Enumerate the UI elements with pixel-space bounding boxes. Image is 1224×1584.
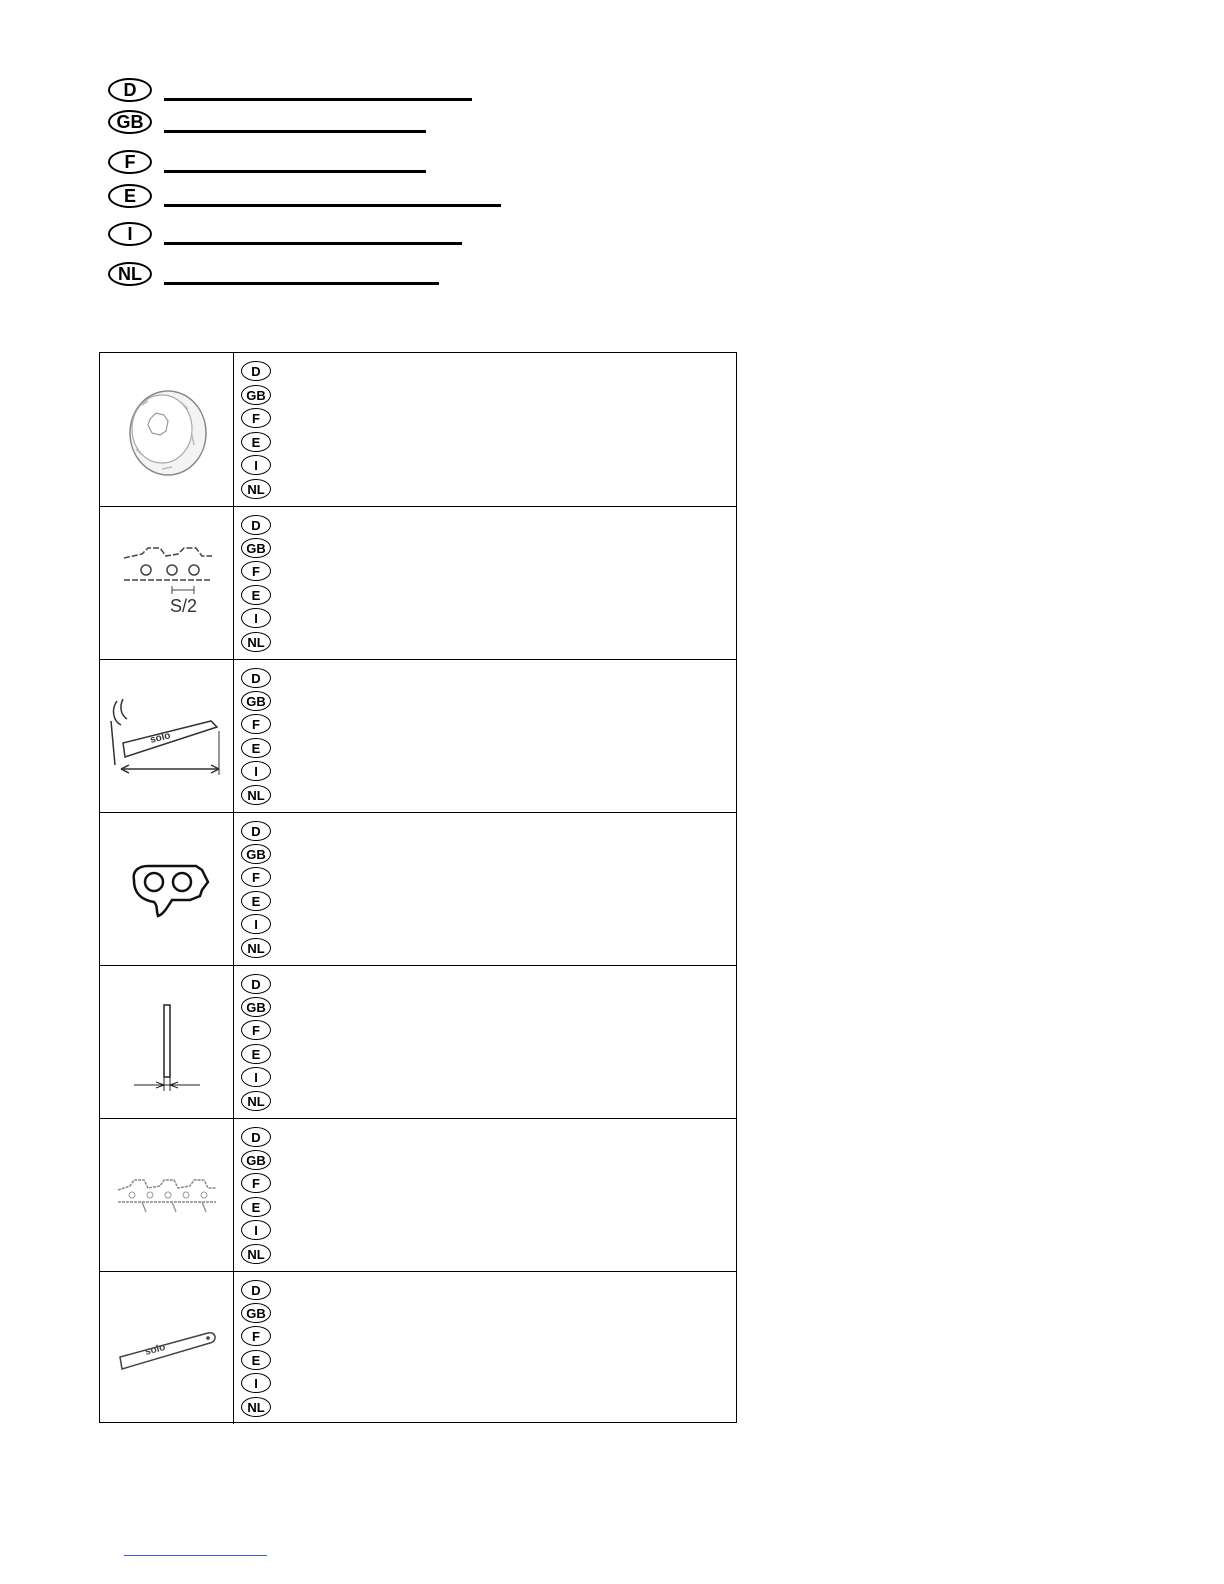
blank-line (164, 282, 439, 285)
language-badge: I (241, 1067, 271, 1087)
language-badge: I (241, 761, 271, 781)
language-badge: NL (241, 938, 271, 958)
illustration-cell (100, 353, 234, 506)
language-badge: GB (241, 538, 271, 558)
language-list (235, 966, 736, 1118)
bar-brand: solo (143, 1341, 167, 1358)
illustration-cell (100, 1119, 234, 1271)
guide-bar-length-icon (103, 681, 231, 791)
language-badge: F (241, 408, 271, 428)
language-badge: F (241, 1020, 271, 1040)
language-list (235, 1119, 736, 1271)
language-badge: GB (241, 385, 271, 405)
language-badge: E (108, 184, 152, 208)
language-badge: D (241, 821, 271, 841)
language-badge: NL (241, 479, 271, 499)
language-badge: E (241, 1350, 271, 1370)
language-list (235, 1272, 736, 1424)
language-badge: D (241, 361, 271, 381)
language-badge: E (241, 1197, 271, 1217)
language-badge: GB (241, 997, 271, 1017)
language-badge: F (108, 150, 152, 174)
language-badge: E (241, 1044, 271, 1064)
blank-line (164, 170, 426, 173)
part-row (100, 1271, 736, 1424)
pitch-label: S/2 (169, 596, 197, 616)
header-row-i (108, 220, 462, 248)
language-badge: NL (241, 632, 271, 652)
gauge-thickness-icon (112, 987, 222, 1097)
part-row (100, 353, 736, 506)
header-row-nl (108, 260, 439, 288)
header-row-e (108, 182, 501, 210)
blank-line (164, 204, 501, 207)
language-list (235, 507, 736, 659)
blank-line (164, 98, 472, 101)
language-badge: F (241, 714, 271, 734)
language-badge: E (241, 891, 271, 911)
guide-bar-icon (112, 1293, 222, 1403)
language-list (235, 813, 736, 965)
parts-table (99, 352, 737, 1423)
language-badge: GB (241, 1303, 271, 1323)
language-badge: I (241, 1373, 271, 1393)
language-badge: D (241, 1127, 271, 1147)
language-badge: E (241, 738, 271, 758)
language-badge: F (241, 867, 271, 887)
language-badge: GB (241, 844, 271, 864)
drive-link-icon (112, 834, 222, 944)
language-badge: E (241, 432, 271, 452)
illustration-cell (100, 966, 234, 1118)
illustration-cell (100, 660, 234, 812)
header-row-gb (108, 108, 426, 136)
language-badge: F (241, 1326, 271, 1346)
header-row-d (108, 76, 472, 104)
language-badge: D (108, 78, 152, 102)
saw-chain-icon (112, 1140, 222, 1250)
language-badge: NL (241, 1244, 271, 1264)
header-row-f (108, 148, 426, 176)
language-badge: GB (241, 1150, 271, 1170)
language-badge: GB (108, 110, 152, 134)
language-badge: NL (108, 262, 152, 286)
part-row (100, 812, 736, 965)
language-badge: NL (241, 1397, 271, 1417)
part-row (100, 1118, 736, 1271)
language-badge: NL (241, 785, 271, 805)
language-badge: E (241, 585, 271, 605)
language-list (235, 353, 736, 506)
part-row (100, 965, 736, 1118)
illustration-cell (100, 1272, 234, 1424)
part-row (100, 506, 736, 659)
language-list (235, 660, 736, 812)
illustration-cell (100, 507, 234, 659)
language-badge: GB (241, 691, 271, 711)
part-row (100, 659, 736, 812)
footer-link[interactable] (124, 1555, 267, 1556)
language-badge: D (241, 515, 271, 535)
language-badge: NL (241, 1091, 271, 1111)
illustration-cell (100, 813, 234, 965)
language-badge: I (241, 914, 271, 934)
blank-line (164, 242, 462, 245)
chain-pitch-icon (112, 528, 222, 638)
bar-brand: solo (148, 730, 172, 746)
sprocket-icon (112, 375, 222, 485)
language-badge: F (241, 561, 271, 581)
language-badge: D (241, 1280, 271, 1300)
language-badge: I (241, 1220, 271, 1240)
language-badge: F (241, 1173, 271, 1193)
blank-line (164, 130, 426, 133)
language-badge: D (241, 668, 271, 688)
language-badge: I (241, 608, 271, 628)
language-badge: I (241, 455, 271, 475)
language-badge: D (241, 974, 271, 994)
language-badge: I (108, 222, 152, 246)
